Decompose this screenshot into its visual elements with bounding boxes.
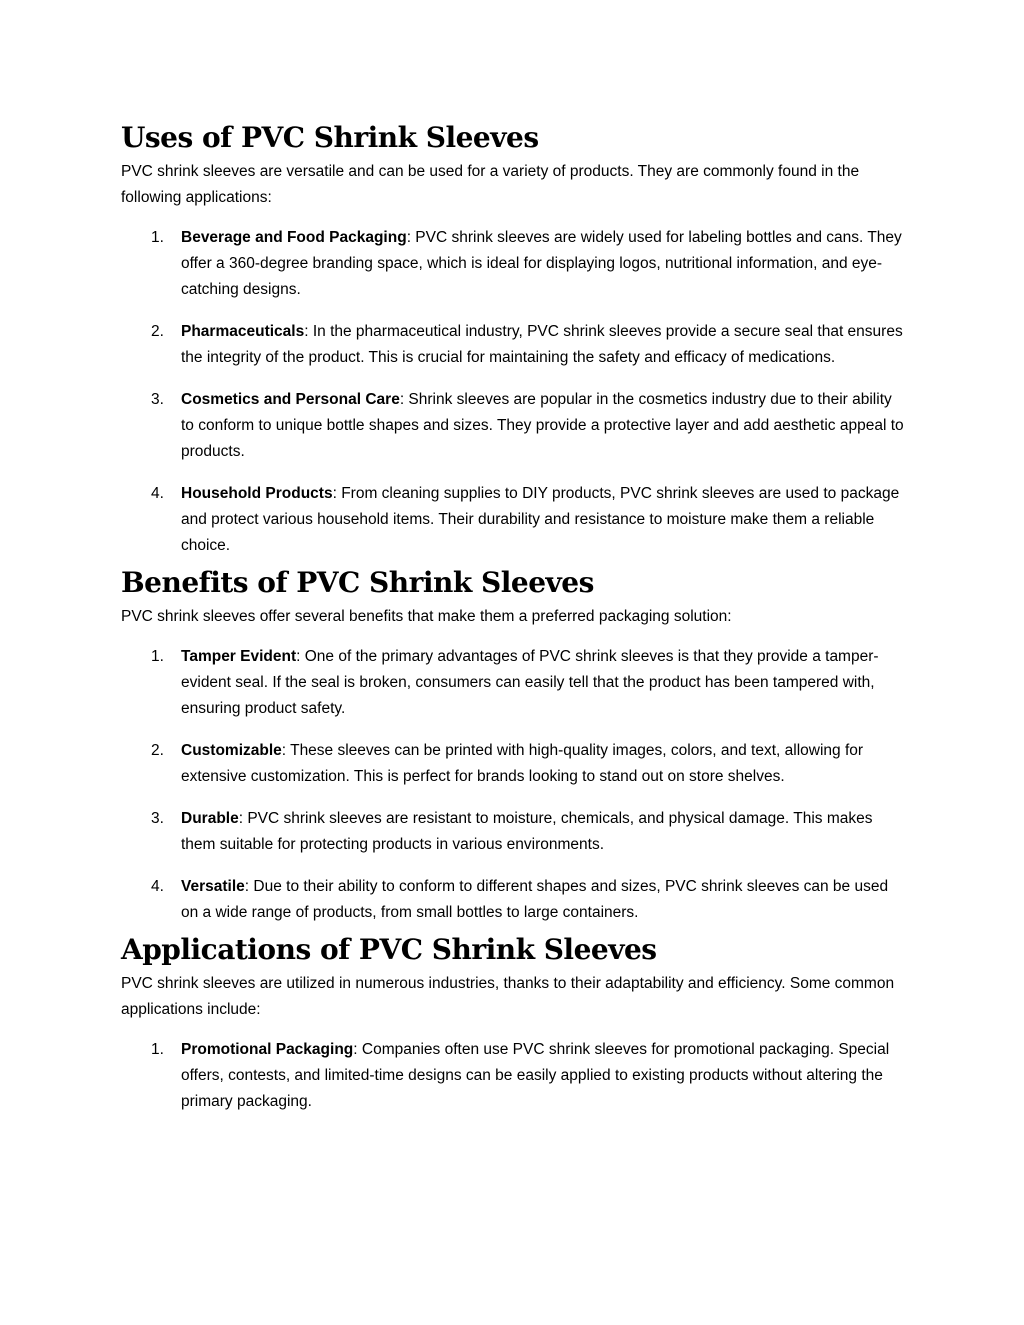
list-item-number: 1.	[151, 229, 164, 246]
list-item	[121, 806, 905, 858]
section-title: Uses of PVC Shrink Sleeves	[121, 121, 539, 154]
list-item-text: : These sleeves can be printed with high-quality images, colors, and text, allowing for extensive customization. This is perfect for brands looking to stand out on store shelves.	[181, 742, 864, 785]
list-item	[121, 387, 905, 465]
list-item-term: Beverage and Food Packaging	[181, 229, 407, 246]
section-intro: PVC shrink sleeves are versatile and can be used for a variety of products. They are commonly found in the following applications:	[121, 163, 860, 206]
list-item	[121, 738, 905, 790]
section-benefits	[121, 563, 905, 926]
numbered-list	[121, 225, 905, 559]
document-page	[121, 118, 905, 1119]
list-item	[121, 1037, 905, 1115]
list-item-term: Cosmetics and Personal Care	[181, 391, 400, 408]
list-item-number: 1.	[151, 648, 164, 665]
section-intro: PVC shrink sleeves offer several benefits that make them a preferred packaging solution:	[121, 608, 732, 625]
list-item-number: 1.	[151, 1041, 164, 1058]
list-item-term: Household Products	[181, 485, 333, 502]
list-item-number: 4.	[151, 485, 164, 502]
list-item-text: : From cleaning supplies to DIY products, PVC shrink sleeves are used to package and protect various household items. Their durability and resistance to moisture make them a reliable choice.	[181, 485, 900, 554]
list-item	[121, 481, 905, 559]
list-item-number: 3.	[151, 810, 164, 827]
list-item-text: : Companies often use PVC shrink sleeves for promotional packaging. Special offers, contests, and limited-time designs can be easily applied to existing products without altering the primary packaging.	[181, 1041, 890, 1110]
section-title: Benefits of PVC Shrink Sleeves	[121, 566, 594, 599]
list-item-term: Tamper Evident	[181, 648, 297, 665]
list-item	[121, 225, 905, 303]
list-item-text: : One of the primary advantages of PVC shrink sleeves is that they provide a tamper-evident seal. If the seal is broken, consumers can easily tell that the product has been tampered with, ensuring product safety.	[181, 648, 879, 717]
list-item-text: : PVC shrink sleeves are resistant to moisture, chemicals, and physical damage. This makes them suitable for protecting products in various environments.	[181, 810, 873, 853]
list-item-term: Pharmaceuticals	[181, 323, 305, 340]
list-item-text: : In the pharmaceutical industry, PVC shrink sleeves provide a secure seal that ensures the integrity of the product. This is crucial for maintaining the safety and efficacy of medications.	[181, 323, 903, 366]
list-item	[121, 319, 905, 371]
list-item-term: Versatile	[181, 878, 245, 895]
list-item-text: : PVC shrink sleeves are widely used for labeling bottles and cans. They offer a 360-degree branding space, which is ideal for displaying logos, nutritional information, and eye-catching designs.	[181, 229, 902, 298]
list-item-number: 2.	[151, 323, 164, 340]
list-item-term: Durable	[181, 810, 239, 827]
section-applications	[121, 930, 905, 1115]
list-item-term: Promotional Packaging	[181, 1041, 354, 1058]
list-item-text: : Shrink sleeves are popular in the cosmetics industry due to their ability to conform to unique bottle shapes and sizes. They provide a protective layer and add aesthetic appeal to products.	[181, 391, 904, 460]
list-item-number: 4.	[151, 878, 164, 895]
list-item-number: 2.	[151, 742, 164, 759]
numbered-list	[121, 1037, 905, 1115]
list-item-number: 3.	[151, 391, 164, 408]
section-title: Applications of PVC Shrink Sleeves	[121, 933, 657, 966]
list-item	[121, 644, 905, 722]
list-item-term: Customizable	[181, 742, 282, 759]
numbered-list	[121, 644, 905, 926]
list-item	[121, 874, 905, 926]
list-item-text: : Due to their ability to conform to different shapes and sizes, PVC shrink sleeves can be used on a wide range of products, from small bottles to large containers.	[181, 878, 889, 921]
section-uses	[121, 118, 905, 559]
section-intro: PVC shrink sleeves are utilized in numerous industries, thanks to their adaptability and efficiency. Some common applications include:	[121, 975, 895, 1018]
